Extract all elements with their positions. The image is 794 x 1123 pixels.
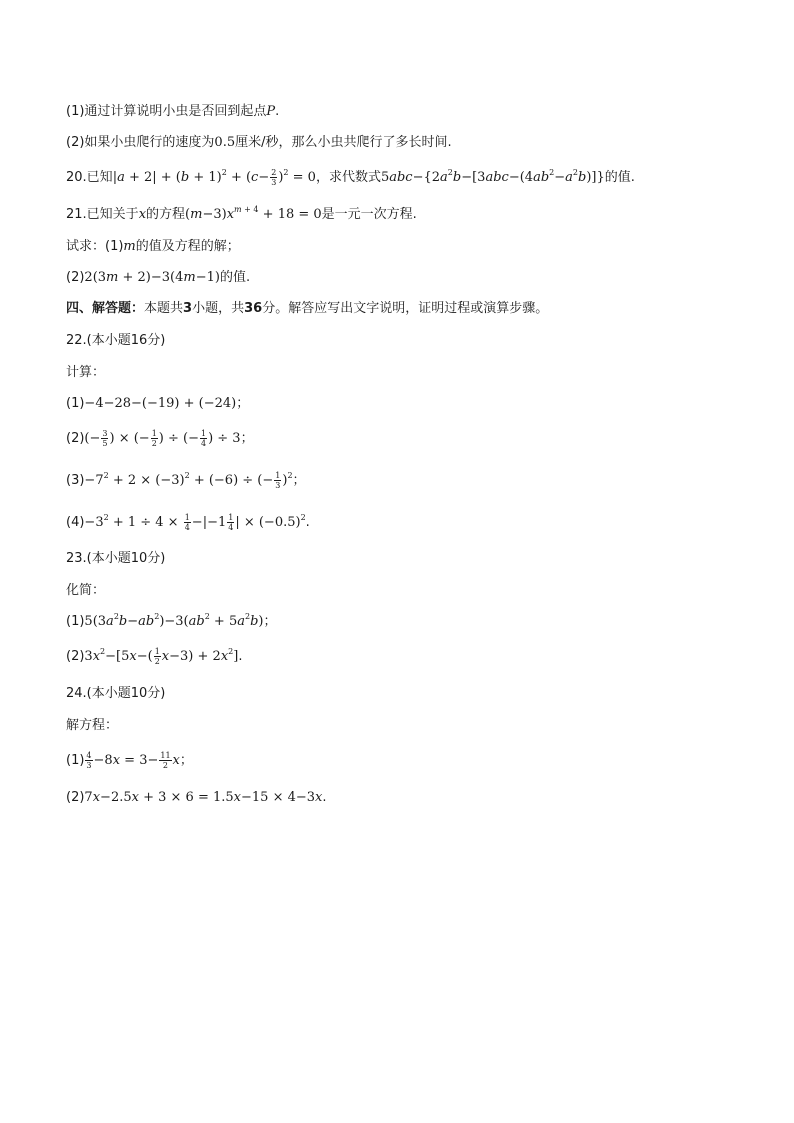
problem-24-heading: 24.(本小题10分) [66, 686, 166, 701]
problem-22-2: (2)(− $\frac{3}{5}$ ) × (− $\frac{1}{2}$ ) ÷ (− $\frac{1}{4}$ ) ÷ 3； [66, 429, 254, 448]
problem-23-heading: 23.(本小题10分) [66, 551, 166, 566]
problem-23-1: $(1)5(3a^2b-ab^2)-3(ab^2 + 5a^2b)$； [66, 612, 277, 629]
text-line: 试求：(1)m的值及方程的解； [66, 239, 240, 254]
problem-24-1: (1) $\frac{4}{3}$ −8x = 3− $\frac{11}{2}$ x； [66, 751, 193, 770]
problem-23-2: $(2)3x^2-[5x-$( $\frac{1}{2}$ $x-3) + 2x^2$]. [66, 647, 243, 666]
text-line: 解方程： [66, 718, 119, 733]
problem-22-1: (1)−4−28−(−19) + (−24)； [66, 396, 250, 411]
text-line: (1)通过计算说明小虫是否回到起点P. [66, 104, 280, 119]
text-line: 化简： [66, 583, 106, 598]
text-line: (2)如果小虫爬行的速度为0.5厘米/秒，那么小虫共爬行了多长时间. [66, 135, 452, 150]
section-heading: 四、解答题：本题共3小题，共36分。解答应写出文字说明，证明过程或演算步骤。 [66, 301, 549, 316]
problem-24-2: (2)7x−2.5x + 3 × 6 = 1.5x−15 × 4−3x. [66, 790, 327, 805]
problem-22-3: $(3)-7^2 + 2 \times (-3)^2 + (-6)$ ÷ (− $\frac{1}{3}$ )$^2$； [66, 471, 306, 490]
problem-22-heading: 22.(本小题16分) [66, 333, 166, 348]
problem-22-4: $(4)-3^2 + 1 \div 4$ × $\frac{1}{4}$ −|−1 $\frac{1}{4}$ | × $(-0.5)^2$. [66, 513, 310, 532]
problem-20: 20.已知$|a + 2| + (b + 1)^2 + (c-$ $\frac{2}{3}$ )$^2$ = 0，求代数式$5abc-\{2a^2b-[3abc-(4ab^2-a^2b)]\}$的值. [66, 168, 635, 187]
problem-21: 21.已知关于x的方程$(m-3)x^{m + 4} + 18 = 0$是一元一次方程. [66, 205, 417, 222]
text-line: 计算： [66, 365, 106, 380]
text-line: (2)2(3m + 2)−3(4m−1)的值. [66, 270, 251, 285]
